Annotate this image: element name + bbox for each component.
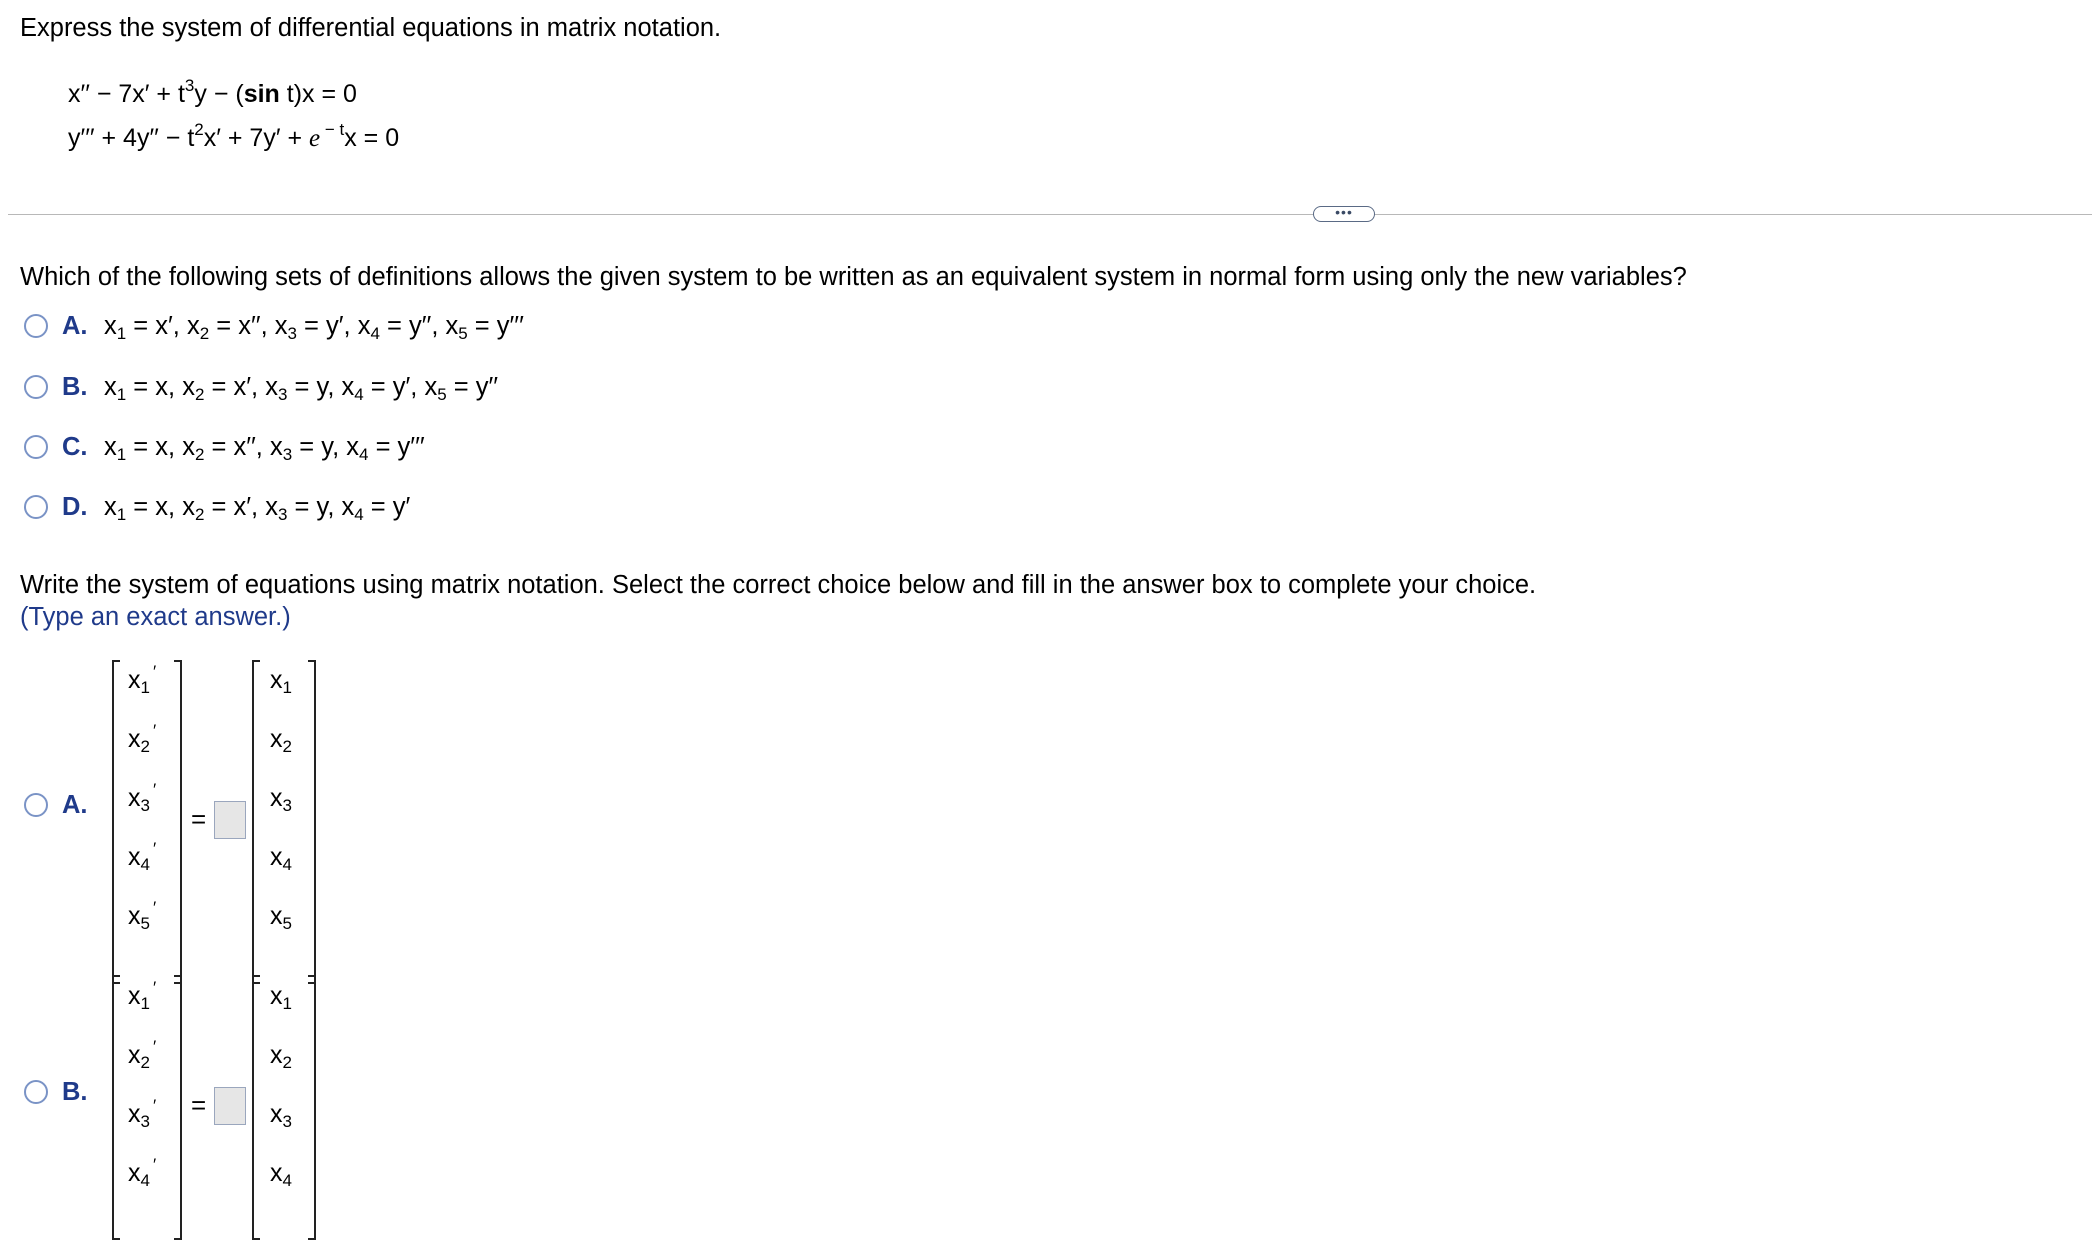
def-value: = y′′ <box>446 372 499 401</box>
entry-prime: ′ <box>152 662 157 681</box>
rhs-right-bracket <box>308 975 316 1240</box>
def-variable: x <box>445 311 459 340</box>
entry-variable: x <box>270 843 283 871</box>
entry-subscript: 2 <box>282 737 292 756</box>
entry-subscript: 2 <box>140 1053 150 1072</box>
def-subscript: 3 <box>277 384 288 404</box>
entry-variable: x <box>270 902 283 930</box>
def-subscript: 2 <box>194 384 205 404</box>
matrix-choice-a[interactable] <box>24 787 104 823</box>
def-value: = x′, <box>204 372 266 401</box>
entry-subscript: 3 <box>140 796 150 815</box>
lhs-entry <box>128 898 157 933</box>
def-variable: x <box>186 311 200 340</box>
def-subscript: 5 <box>437 384 447 404</box>
entry-subscript: 1 <box>282 678 292 697</box>
radio-b[interactable] <box>24 375 48 399</box>
def-value: = y, <box>292 432 347 461</box>
choice-definitions <box>104 373 498 402</box>
def-subscript: 2 <box>199 323 210 343</box>
radio-d[interactable] <box>24 495 48 519</box>
more-button[interactable] <box>1313 206 1375 222</box>
choice-definitions <box>104 493 410 522</box>
rhs-entry <box>270 1100 292 1129</box>
radio-matrix-a[interactable] <box>24 793 48 817</box>
choice-definitions <box>104 312 524 341</box>
def-value: = y′ <box>363 492 411 521</box>
lhs-entry <box>128 721 157 756</box>
entry-prime: ′ <box>152 721 157 740</box>
def-variable: x <box>269 432 283 461</box>
entry-variable: x <box>128 666 141 694</box>
def-value: = x′′, <box>209 311 275 340</box>
def-subscript: 1 <box>116 323 127 343</box>
entry-variable: x <box>128 982 141 1010</box>
equals-sign: = <box>191 1089 207 1120</box>
entry-subscript: 2 <box>140 737 150 756</box>
entry-variable: x <box>128 1159 141 1187</box>
lhs-right-bracket <box>174 975 182 1240</box>
eq2-part1: y′′′ + 4y′′ − t <box>68 124 195 152</box>
entry-subscript: 3 <box>140 1112 150 1131</box>
def-value: = y′′′ <box>368 432 425 461</box>
def-subscript: 2 <box>194 444 205 464</box>
def-variable: x <box>357 311 371 340</box>
def-subscript: 2 <box>194 504 205 524</box>
def-value: = x, <box>126 372 183 401</box>
def-variable: x <box>424 372 438 401</box>
entry-prime: ′ <box>152 1037 157 1056</box>
lhs-left-bracket <box>112 975 120 1240</box>
def-variable: x <box>341 372 355 401</box>
def-variable: x <box>104 492 117 521</box>
radio-a[interactable] <box>24 314 48 338</box>
def-subscript: 4 <box>354 384 364 404</box>
choice-letter: A. <box>62 311 88 340</box>
rhs-left-bracket <box>252 975 260 1240</box>
def-subscript: 4 <box>370 323 380 343</box>
def-value: = y′, <box>363 372 425 401</box>
entry-variable: x <box>270 1041 283 1069</box>
lhs-entry <box>128 839 157 874</box>
section-divider <box>8 214 2092 215</box>
entry-prime: ′ <box>152 1155 157 1174</box>
choice-definitions <box>104 433 425 462</box>
def-value: = y′, <box>296 311 358 340</box>
def-variable: x <box>104 311 117 340</box>
eq2-e: e <box>309 125 321 152</box>
lhs-entry <box>128 978 157 1013</box>
entry-prime: ′ <box>152 839 157 858</box>
def-subscript: 3 <box>277 504 288 524</box>
entry-subscript: 4 <box>140 1171 150 1190</box>
answer-box-a[interactable] <box>214 801 246 839</box>
eq2-e-exponent: − t <box>320 120 345 139</box>
def-subscript: 4 <box>359 444 369 464</box>
question-1-text: Which of the following sets of definitions allows the given system to be written as an equivalent system in normal form using only the new variables? <box>20 263 1687 291</box>
lhs-entry <box>128 1096 157 1131</box>
entry-variable: x <box>270 1100 283 1128</box>
def-value: = x, <box>126 492 183 521</box>
entry-prime: ′ <box>152 978 157 997</box>
rhs-left-bracket <box>252 660 260 984</box>
def-subscript: 4 <box>354 504 364 524</box>
equation-1 <box>68 76 357 109</box>
eq1-sin: sin <box>243 80 280 108</box>
def-value: = x′′, <box>204 432 270 461</box>
def-variable: x <box>265 372 278 401</box>
def-variable: x <box>265 492 278 521</box>
eq2-exponent: 2 <box>194 120 204 139</box>
answer-box-b[interactable] <box>214 1087 246 1125</box>
rhs-right-bracket <box>308 660 316 984</box>
lhs-right-bracket <box>174 660 182 984</box>
rhs-entry <box>270 1159 292 1188</box>
def-variable: x <box>182 372 195 401</box>
entry-subscript: 1 <box>140 994 150 1013</box>
choice-letter: A. <box>62 790 88 819</box>
lhs-entry <box>128 662 157 697</box>
lhs-entry <box>128 1155 157 1190</box>
entry-prime: ′ <box>152 1096 157 1115</box>
entry-subscript: 4 <box>282 1171 292 1190</box>
def-variable: x <box>182 492 195 521</box>
def-value: = y′′, <box>379 311 446 340</box>
entry-subscript: 3 <box>282 796 292 815</box>
def-value: = y, <box>287 492 342 521</box>
entry-variable: x <box>128 902 141 930</box>
def-subscript: 5 <box>458 323 468 343</box>
def-subscript: 1 <box>116 384 127 404</box>
question-2-text: Write the system of equations using matrix notation. Select the correct choice below and fill in the answer box to complete your choice. <box>20 571 1537 599</box>
eq1-part1: x′′ − 7x′ + t <box>68 80 185 108</box>
eq1-part2: y − ( <box>194 80 244 108</box>
def-variable: x <box>104 372 117 401</box>
def-variable: x <box>104 432 117 461</box>
entry-variable: x <box>270 1159 283 1187</box>
def-value: = x′, <box>126 311 187 340</box>
def-variable: x <box>341 492 355 521</box>
def-subscript: 3 <box>282 444 293 464</box>
def-variable: x <box>346 432 360 461</box>
ellipsis-icon: ••• <box>1335 204 1353 220</box>
rhs-entry <box>270 902 292 931</box>
def-value: = x, <box>126 432 183 461</box>
eq2-part2: x′ + 7y′ + <box>203 124 310 152</box>
entry-subscript: 1 <box>140 678 150 697</box>
def-subscript: 1 <box>116 504 127 524</box>
equals-sign: = <box>191 804 207 834</box>
def-variable: x <box>274 311 288 340</box>
entry-variable: x <box>128 1041 141 1069</box>
choice-d[interactable] <box>24 489 410 525</box>
entry-variable: x <box>270 784 283 812</box>
lhs-left-bracket <box>112 660 120 984</box>
entry-subscript: 1 <box>282 994 292 1013</box>
choice-letter: B. <box>62 1077 88 1106</box>
entry-variable: x <box>128 725 141 753</box>
lhs-entry <box>128 1037 157 1072</box>
radio-c[interactable] <box>24 435 48 459</box>
entry-variable: x <box>270 666 283 694</box>
entry-subscript: 5 <box>282 914 292 933</box>
entry-subscript: 4 <box>282 855 292 874</box>
entry-subscript: 4 <box>140 855 150 874</box>
hint-text: (Type an exact answer.) <box>20 603 291 631</box>
rhs-entry <box>270 784 292 813</box>
eq2-part3: x = 0 <box>344 124 400 152</box>
entry-subscript: 5 <box>140 914 150 933</box>
rhs-entry <box>270 725 292 754</box>
choice-c[interactable] <box>24 429 425 465</box>
lhs-entry <box>128 780 157 815</box>
entry-variable: x <box>128 1100 141 1128</box>
def-subscript: 3 <box>287 323 297 343</box>
radio-matrix-b[interactable] <box>24 1080 48 1104</box>
rhs-entry <box>270 1041 292 1070</box>
eq1-exponent: 3 <box>184 76 195 95</box>
choice-letter: C. <box>62 432 88 461</box>
entry-variable: x <box>128 843 141 871</box>
rhs-entry <box>270 982 292 1011</box>
choice-letter: B. <box>62 372 88 401</box>
choice-letter: D. <box>62 492 88 521</box>
def-value: = y′′′ <box>467 311 524 340</box>
entry-variable: x <box>128 784 141 812</box>
prompt-text: Express the system of differential equations in matrix notation. <box>20 14 722 42</box>
choice-a[interactable] <box>24 308 524 344</box>
entry-variable: x <box>270 982 283 1010</box>
eq1-part3: t)x = 0 <box>279 80 357 108</box>
def-value: = y, <box>287 372 342 401</box>
choice-b[interactable] <box>24 369 498 405</box>
rhs-entry <box>270 843 292 872</box>
entry-subscript: 3 <box>282 1112 292 1131</box>
def-value: = x′, <box>204 492 266 521</box>
entry-prime: ′ <box>152 898 157 917</box>
rhs-entry <box>270 666 292 695</box>
entry-prime: ′ <box>152 780 157 799</box>
equation-2 <box>68 120 400 153</box>
matrix-choice-b[interactable] <box>24 1074 104 1110</box>
entry-subscript: 2 <box>282 1053 292 1072</box>
def-variable: x <box>182 432 195 461</box>
entry-variable: x <box>270 725 283 753</box>
def-subscript: 1 <box>116 444 127 464</box>
